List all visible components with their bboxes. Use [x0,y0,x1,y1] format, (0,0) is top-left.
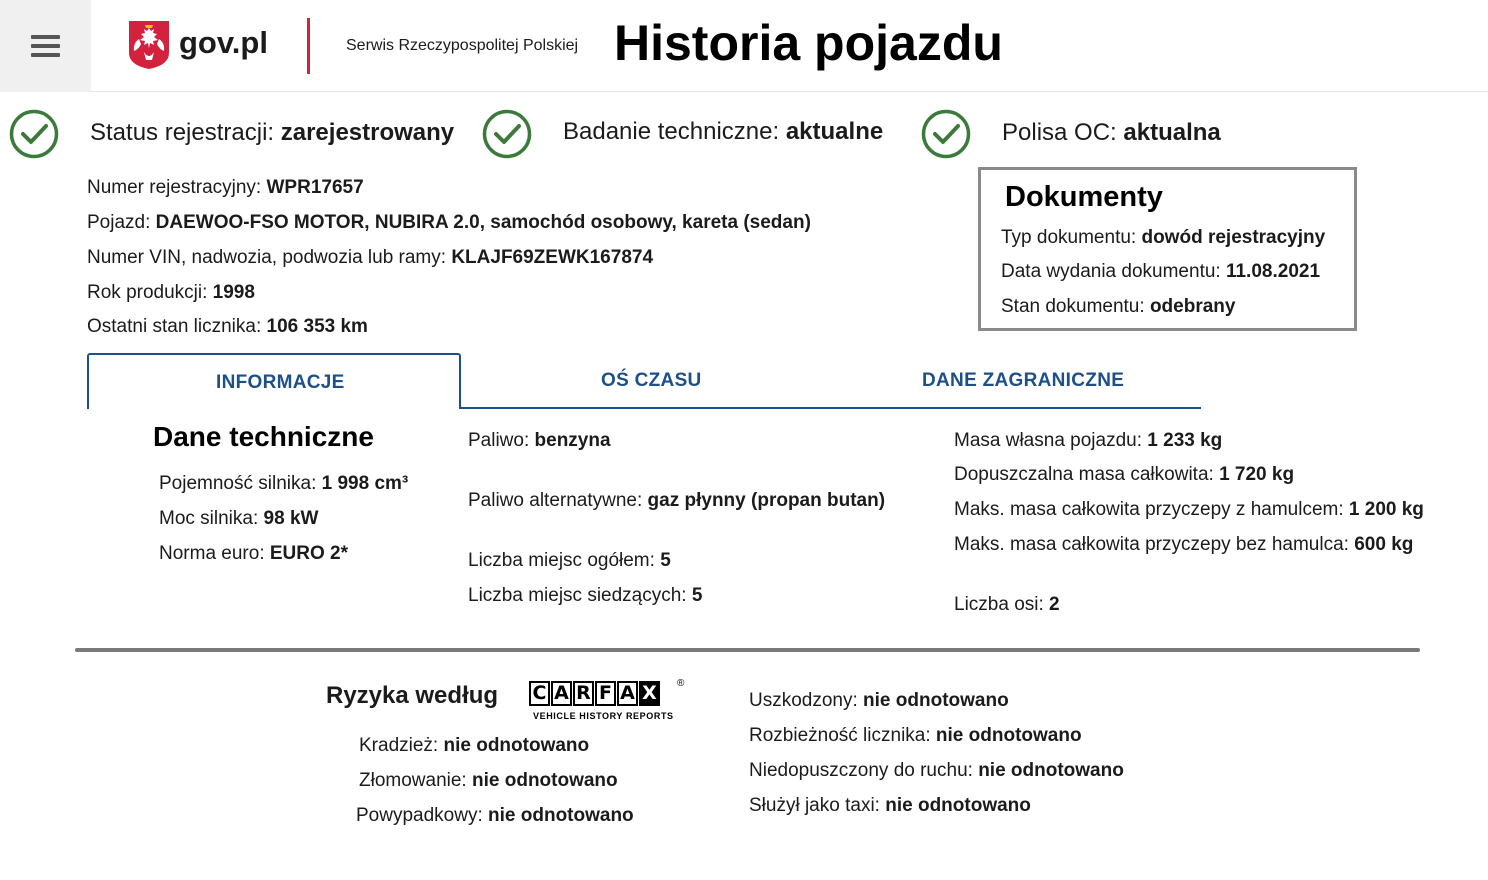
carfax-letter: A [551,681,572,706]
carfax-letter: R [573,681,594,706]
registration-number: Numer rejestracyjny: WPR17657 [87,177,364,198]
document-issue-date: Data wydania dokumentu: 11.08.2021 [1001,261,1321,282]
tabs-underline [460,407,1201,409]
service-name: Serwis Rzeczypospolitej Polskiej [346,37,579,54]
mileage: Ostatni stan licznika: 106 353 km [87,316,368,337]
tab-os-czasu[interactable]: OŚ CZASU [601,370,702,391]
menu-button[interactable] [0,0,91,92]
risk-damaged: Uszkodzony: nie odnotowano [749,690,1009,711]
total-seats: Liczba miejsc ogółem: 5 [468,550,671,571]
registered-mark: ® [677,678,685,689]
section-divider [75,648,1420,652]
check-circle-icon [921,109,971,159]
gov-pl-logo[interactable]: gov.pl [179,25,268,60]
trailer-unbraked-weight: Maks. masa całkowita przyczepy bez hamulca: 600 kg [954,534,1414,555]
axle-count: Liczba osi: 2 [954,594,1060,615]
header-divider [91,91,1488,92]
carfax-letter: A [617,681,638,706]
carfax-letter: X [639,681,660,706]
polish-eagle-emblem-icon [127,19,171,71]
vin-number: Numer VIN, nadwozia, podwozia lub ramy: KLAJF69ZEWK167874 [87,247,654,268]
insurance-status: Polisa OC: aktualna [1002,119,1221,146]
risk-theft: Kradzież: nie odnotowano [359,735,590,756]
risk-not-roadworthy: Niedopuszczony do ruchu: nie odnotowano [749,760,1124,781]
production-year: Rok produkcji: 1998 [87,282,255,303]
inspection-status: Badanie techniczne: aktualne [563,118,884,145]
carfax-letter: F [595,681,616,706]
trailer-braked-weight: Maks. masa całkowita przyczepy z hamulcem: 1 200 kg [954,499,1424,520]
page-title: Historia pojazdu [614,15,1003,71]
engine-capacity: Pojemność silnika: 1 998 cm³ [159,473,409,494]
carfax-tagline: VEHICLE HISTORY REPORTS [533,711,674,721]
risk-accident: Powypadkowy: nie odnotowano [356,805,634,826]
document-type: Typ dokumentu: dowód rejestracyjny [1001,227,1326,248]
engine-power: Moc silnika: 98 kW [159,508,319,529]
tab-informacje-label[interactable]: INFORMACJE [216,372,345,393]
logo-separator [307,18,310,74]
seating-places: Liczba miejsc siedzących: 5 [468,585,703,606]
carfax-letter: C [529,681,550,706]
registration-status: Status rejestracji: zarejestrowany [90,119,455,146]
risk-taxi: Służył jako taxi: nie odnotowano [749,795,1031,816]
alternative-fuel: Paliwo alternatywne: gaz płynny (propan butan) [468,490,886,511]
carfax-logo [529,678,689,723]
curb-weight: Masa własna pojazdu: 1 233 kg [954,430,1223,451]
technical-data-title: Dane techniczne [153,421,374,452]
documents-title: Dokumenty [1005,181,1163,213]
check-circle-icon [482,109,532,159]
vehicle-description: Pojazd: DAEWOO-FSO MOTOR, NUBIRA 2.0, samochód osobowy, kareta (sedan) [87,212,811,233]
check-circle-icon [9,109,59,159]
gross-weight: Dopuszczalna masa całkowita: 1 720 kg [954,464,1295,485]
risk-scrapped: Złomowanie: nie odnotowano [359,770,618,791]
tab-dane-zagraniczne[interactable]: DANE ZAGRANICZNE [922,370,1125,391]
risks-title: Ryzyka według [326,682,499,709]
document-state: Stan dokumentu: odebrany [1001,296,1236,317]
euro-norm: Norma euro: EURO 2* [159,543,349,564]
fuel-type: Paliwo: benzyna [468,430,611,451]
risk-odometer: Rozbieżność licznika: nie odnotowano [749,725,1082,746]
